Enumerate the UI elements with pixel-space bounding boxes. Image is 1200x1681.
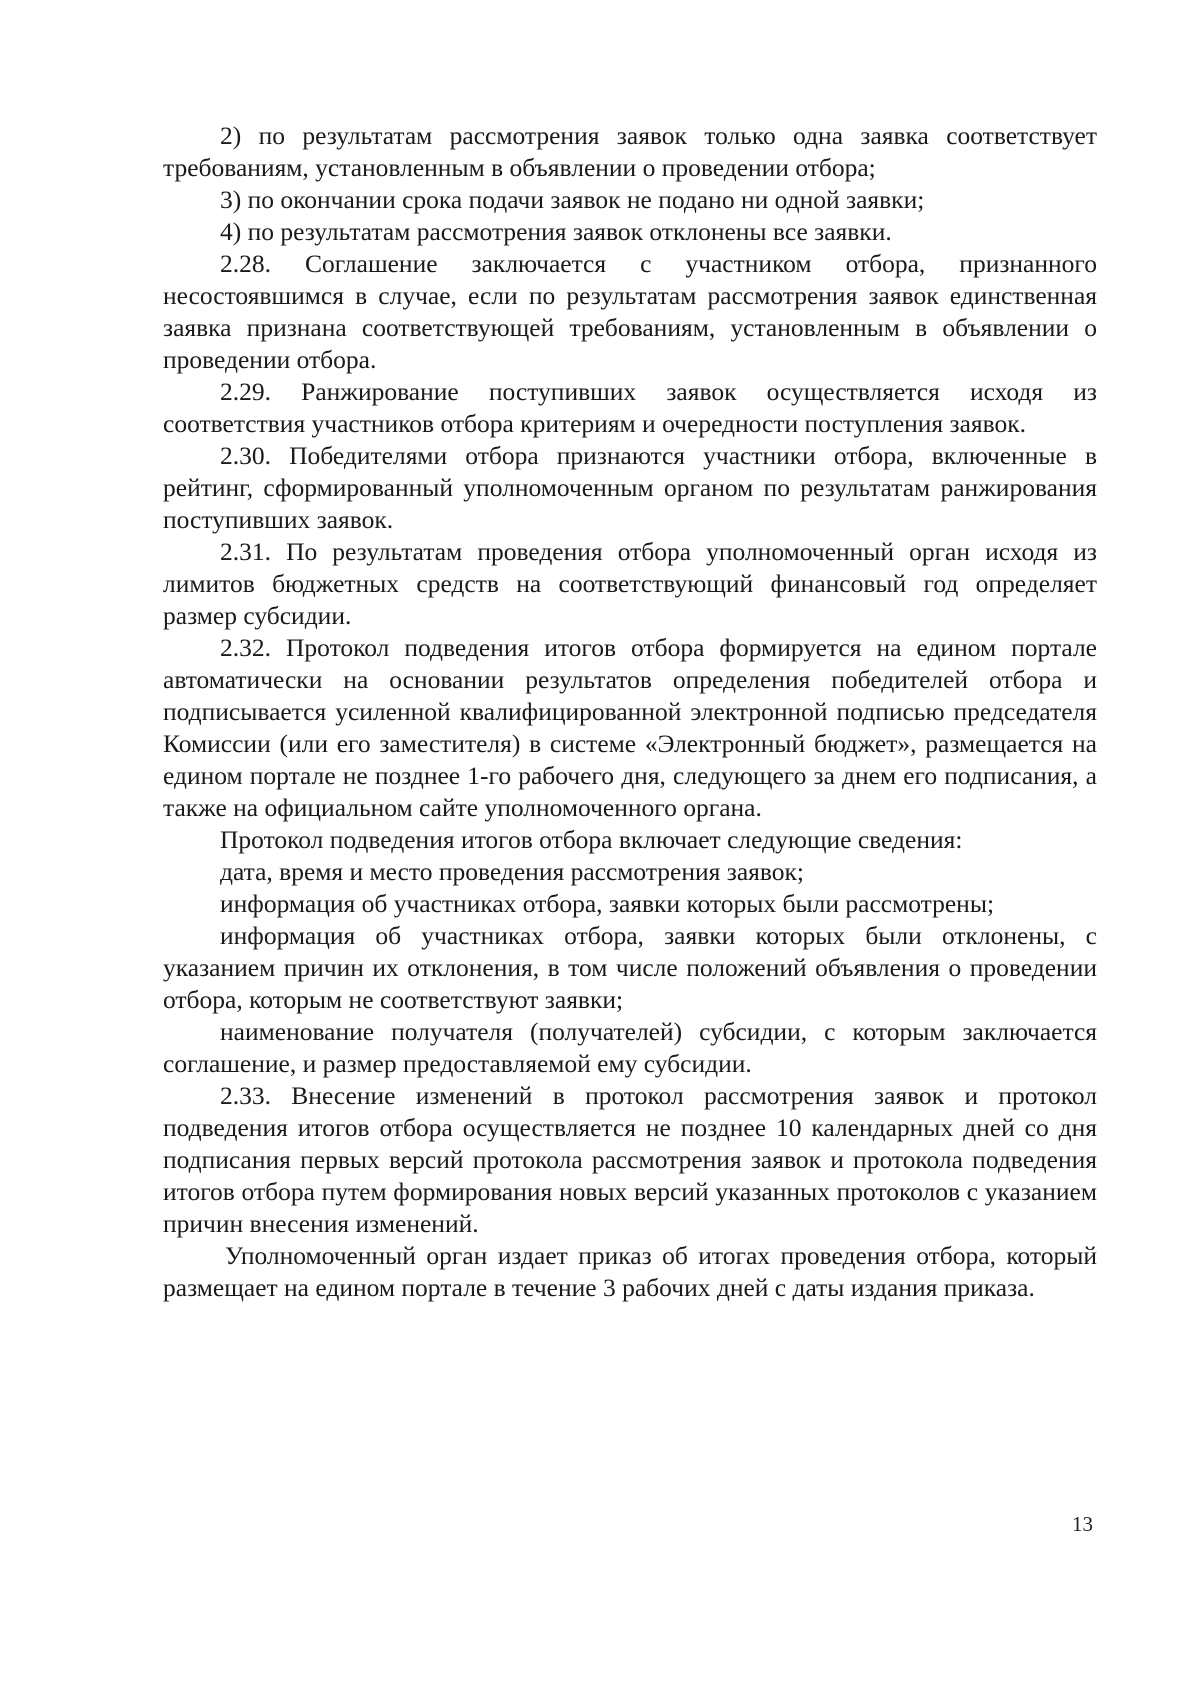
document-body	[163, 120, 1097, 1304]
paragraph-protocol-rejected: информация об участниках отбора, заявки которых были отклонены, с указанием причин их отклонения, в том числе положений объявления о проведении отбора, которым не соответствуют заявки;	[163, 921, 1097, 1014]
paragraph-item-2: 2) по результатам рассмотрения заявок только одна заявка соответствует требованиям, установленным в объявлении о проведении отбора;	[163, 121, 1097, 182]
paragraph-item-4: 4) по результатам рассмотрения заявок отклонены все заявки.	[220, 217, 892, 246]
page-number: 13	[1072, 1512, 1093, 1536]
paragraph-protocol-intro: Протокол подведения итогов отбора включает следующие сведения:	[220, 825, 963, 854]
paragraph-2-30: 2.30. Победителями отбора признаются участники отбора, включенные в рейтинг, сформированный уполномоченным органом по результатам ранжирования поступивших заявок.	[163, 441, 1097, 534]
paragraph-2-31: 2.31. По результатам проведения отбора уполномоченный орган исходя из лимитов бюджетных средств на соответствующий финансовый год определяет размер субсидии.	[163, 537, 1097, 630]
paragraph-item-3: 3) по окончании срока подачи заявок не подано ни одной заявки;	[220, 185, 925, 214]
paragraph-protocol-date: дата, время и место проведения рассмотрения заявок;	[220, 857, 804, 886]
paragraph-2-32: 2.32. Протокол подведения итогов отбора формируется на едином портале автоматически на основании результатов определения победителей отбора и подписывается усиленной квалифицированной электронной подписью председателя Комиссии (или его заместителя) в системе «Электронный бюджет», размещается на едином портале не позднее 1-го рабочего дня, следующего за днем его подписания, а также на официальном сайте уполномоченного органа.	[163, 633, 1097, 822]
paragraph-2-28: 2.28. Соглашение заключается с участником отбора, признанного несостоявшимся в случае, если по результатам рассмотрения заявок единственная заявка признана соответствующей требованиям, установленным в объявлении о проведении отбора.	[163, 249, 1097, 374]
paragraph-2-33: 2.33. Внесение изменений в протокол рассмотрения заявок и протокол подведения итогов отбора осуществляется не позднее 10 календарных дней со дня подписания первых версий протокола рассмотрения заявок и протокола подведения итогов отбора путем формирования новых версий указанных протоколов с указанием причин внесения изменений.	[163, 1081, 1097, 1238]
paragraph-protocol-reviewed: информация об участниках отбора, заявки которых были рассмотрены;	[220, 889, 995, 918]
paragraph-2-29: 2.29. Ранжирование поступивших заявок осуществляется исходя из соответствия участников отбора критериям и очередности поступления заявок.	[163, 377, 1097, 438]
paragraph-order: Уполномоченный орган издает приказ об итогах проведения отбора, который размещает на едином портале в течение 3 рабочих дней с даты издания приказа.	[163, 1241, 1097, 1302]
paragraph-protocol-recipient: наименование получателя (получателей) субсидии, с которым заключается соглашение, и размер предоставляемой ему субсидии.	[163, 1017, 1097, 1078]
